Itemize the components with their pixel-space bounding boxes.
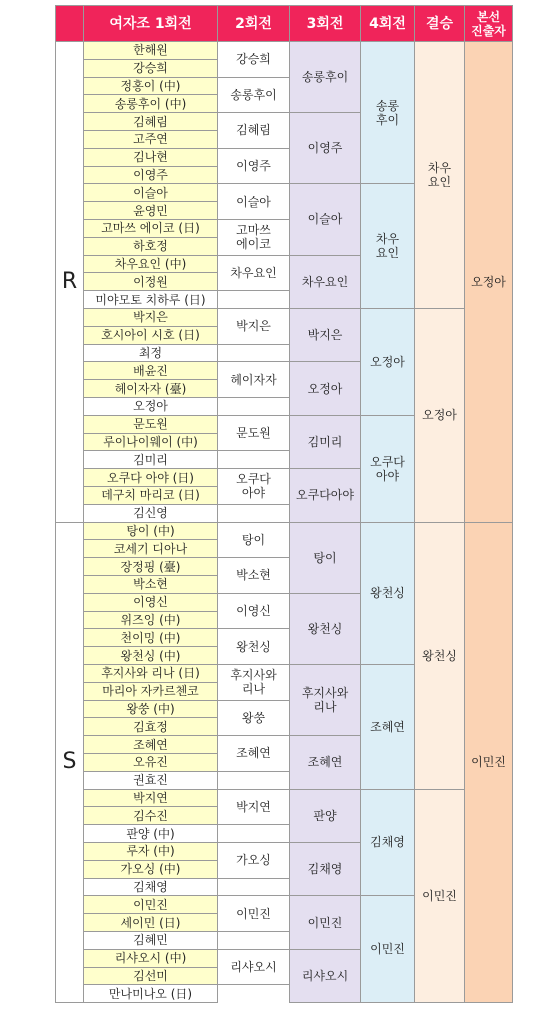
- round1-player-cell: 루자 (中): [83, 842, 218, 861]
- final-player-cell: 왕천싱: [414, 522, 465, 790]
- round2-player-cell: 오쿠다 아야: [217, 468, 290, 505]
- round4-player-cell: 송롱 후이: [360, 41, 415, 184]
- round1-player-cell: 오쿠다 아야 (日): [83, 468, 218, 487]
- round1-player-cell: 김미리: [83, 450, 218, 469]
- round1-player-cell: 이민진: [83, 895, 218, 914]
- round1-player-cell: 장정핑 (臺): [83, 557, 218, 576]
- header-advance: 본선 진출자: [464, 5, 513, 42]
- round4-player-cell: 왕천싱: [360, 522, 415, 665]
- round2-player-cell: 박지은: [217, 308, 290, 345]
- advancer-cell: 이민진: [464, 522, 513, 1004]
- round1-player-cell: 김나현: [83, 148, 218, 167]
- round1-player-cell: 후지사와 리나 (日): [83, 664, 218, 683]
- round1-player-cell: 정홍이 (中): [83, 77, 218, 96]
- round3-player-cell: 왕천싱: [289, 593, 361, 665]
- round1-player-cell: 차우요인 (中): [83, 255, 218, 274]
- round2-player-cell: 조혜연: [217, 735, 290, 772]
- round2-player-cell: 강승희: [217, 41, 290, 78]
- round1-player-cell: 고마쓰 에이코 (日): [83, 219, 218, 238]
- round1-player-cell: 권효진: [83, 771, 218, 790]
- round2-player-cell: 왕천싱: [217, 628, 290, 665]
- round1-player-cell: 오유진: [83, 753, 218, 772]
- round2-player-cell: 박지연: [217, 789, 290, 826]
- round1-player-cell: 한해원: [83, 41, 218, 60]
- round4-player-cell: 김채영: [360, 789, 415, 897]
- round4-player-cell: 조혜연: [360, 664, 415, 790]
- round2-player-cell: 이영주: [217, 148, 290, 185]
- round1-player-cell: 강승희: [83, 59, 218, 78]
- round3-player-cell: 이민진: [289, 895, 361, 949]
- round3-player-cell: 판양: [289, 789, 361, 843]
- round1-player-cell: 배윤진: [83, 361, 218, 380]
- round1-player-cell: 하호정: [83, 237, 218, 256]
- round1-player-cell: 호시아이 시호 (日): [83, 326, 218, 345]
- header-round4: 4회전: [360, 5, 415, 42]
- round2-player-cell: 리샤오시: [217, 949, 290, 986]
- round4-player-cell: 차우 요인: [360, 183, 415, 309]
- round1-player-cell: 윤영민: [83, 201, 218, 220]
- final-player-cell: 차우 요인: [414, 41, 465, 309]
- round2-player-cell: 탕이: [217, 522, 290, 559]
- round3-player-cell: 이영주: [289, 112, 361, 184]
- round1-player-cell: 김혜민: [83, 931, 218, 950]
- round1-player-cell: 이영주: [83, 166, 218, 185]
- round1-player-cell: 이영신: [83, 593, 218, 612]
- header-round1: 여자조 1회전: [83, 5, 218, 42]
- header-group: [55, 5, 84, 42]
- round1-player-cell: 마리아 자카르첸코: [83, 682, 218, 701]
- round1-player-cell: 오정아: [83, 397, 218, 416]
- round4-player-cell: 이민진: [360, 895, 415, 1003]
- round1-player-cell: 김신영: [83, 504, 218, 523]
- round2-player-cell: 이민진: [217, 895, 290, 932]
- round1-player-cell: 김효정: [83, 717, 218, 736]
- round1-player-cell: 탕이 (中): [83, 522, 218, 541]
- round1-player-cell: 이슬아: [83, 183, 218, 202]
- round1-player-cell: 위즈잉 (中): [83, 611, 218, 630]
- group-label: R: [55, 41, 84, 523]
- round2-player-cell: 가오싱: [217, 842, 290, 879]
- round1-player-cell: 박지연: [83, 789, 218, 808]
- round3-player-cell: 차우요인: [289, 255, 361, 309]
- round2-player-cell: 김혜림: [217, 112, 290, 149]
- round3-player-cell: 이슬아: [289, 183, 361, 255]
- round1-player-cell: 왕쑹 (中): [83, 700, 218, 719]
- header-round2: 2회전: [217, 5, 290, 42]
- final-player-cell: 오정아: [414, 308, 465, 523]
- round3-player-cell: 박지은: [289, 308, 361, 362]
- advancer-cell: 오정아: [464, 41, 513, 523]
- round2-player-cell: 왕쑹: [217, 700, 290, 737]
- round1-player-cell: 코세기 디아나: [83, 539, 218, 558]
- round1-player-cell: 판양 (中): [83, 824, 218, 843]
- round3-player-cell: 김채영: [289, 842, 361, 896]
- round2-player-cell: 이영신: [217, 593, 290, 630]
- round1-player-cell: 천이밍 (中): [83, 628, 218, 647]
- round1-player-cell: 김선미: [83, 967, 218, 986]
- round2-player-cell: 고마쓰 에이코: [217, 219, 290, 256]
- round3-player-cell: 리샤오시: [289, 949, 361, 1003]
- round1-player-cell: 김수진: [83, 806, 218, 825]
- round1-player-cell: 박지은: [83, 308, 218, 327]
- round1-player-cell: 헤이자자 (臺): [83, 379, 218, 398]
- round1-player-cell: 박소현: [83, 575, 218, 594]
- round1-player-cell: 고주연: [83, 130, 218, 149]
- group-label: S: [55, 522, 84, 1004]
- round2-player-cell: 차우요인: [217, 255, 290, 292]
- round1-player-cell: 왕천싱 (中): [83, 646, 218, 665]
- round3-player-cell: 오쿠다아야: [289, 468, 361, 522]
- round2-player-cell: 박소현: [217, 557, 290, 594]
- round1-player-cell: 데구치 마리코 (日): [83, 486, 218, 505]
- round2-player-cell: 헤이자자: [217, 361, 290, 398]
- round3-player-cell: 후지사와 리나: [289, 664, 361, 736]
- round1-player-cell: 김채영: [83, 878, 218, 897]
- round1-player-cell: 최정: [83, 344, 218, 363]
- round3-player-cell: 탕이: [289, 522, 361, 594]
- round1-player-cell: 가오싱 (中): [83, 860, 218, 879]
- round1-player-cell: 미야모토 치하루 (日): [83, 290, 218, 309]
- round1-player-cell: 송롱후이 (中): [83, 94, 218, 113]
- round4-player-cell: 오정아: [360, 308, 415, 416]
- round1-player-cell: 세이민 (日): [83, 913, 218, 932]
- round2-player-cell: 송롱후이: [217, 77, 290, 114]
- round2-player-cell: 문도원: [217, 415, 290, 452]
- round3-player-cell: 오정아: [289, 361, 361, 415]
- round1-player-cell: 리샤오시 (中): [83, 949, 218, 968]
- final-player-cell: 이민진: [414, 789, 465, 1004]
- round1-player-cell: 만나미나오 (日): [83, 984, 218, 1003]
- round3-player-cell: 김미리: [289, 415, 361, 469]
- round2-player-cell: 이슬아: [217, 183, 290, 220]
- round3-player-cell: 조혜연: [289, 735, 361, 789]
- round1-player-cell: 문도원: [83, 415, 218, 434]
- round1-player-cell: 김혜림: [83, 112, 218, 131]
- header-final: 결승: [414, 5, 465, 42]
- round2-player-cell: 후지사와 리나: [217, 664, 290, 701]
- round4-player-cell: 오쿠다 아야: [360, 415, 415, 523]
- round3-player-cell: 송롱후이: [289, 41, 361, 113]
- round1-player-cell: 조혜연: [83, 735, 218, 754]
- round1-player-cell: 이정원: [83, 272, 218, 291]
- header-round3: 3회전: [289, 5, 361, 42]
- round1-player-cell: 루이나이웨이 (中): [83, 433, 218, 452]
